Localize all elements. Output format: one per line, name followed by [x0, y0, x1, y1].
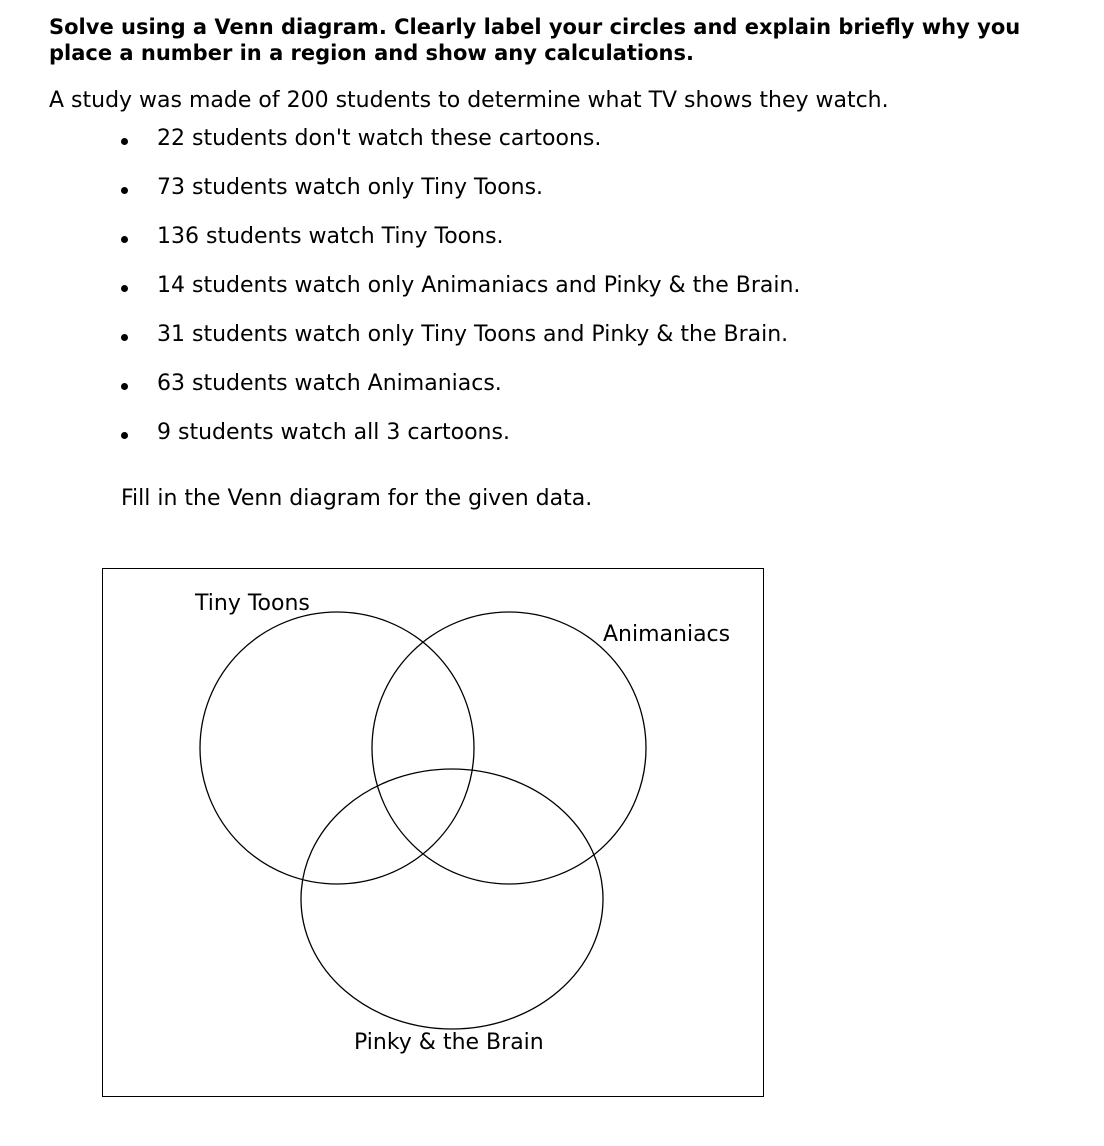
instruction-text: Fill in the Venn diagram for the given data. [121, 486, 593, 511]
bullet-icon [121, 236, 128, 243]
bullet-icon [121, 383, 128, 390]
venn-label-tiny-toons: Tiny Toons [195, 591, 310, 616]
fact-text: 9 students watch all 3 cartoons. [157, 420, 510, 445]
fact-text: 31 students watch only Tiny Toons and Pinky & the Brain. [157, 322, 789, 347]
bullet-icon [121, 138, 128, 145]
problem-heading: Solve using a Venn diagram. Clearly label your circles and explain briefly why you place a number in a region and show any calculations. [49, 15, 1021, 65]
bullet-icon [121, 334, 128, 341]
bullet-icon [121, 285, 128, 292]
fact-text: 14 students watch only Animaniacs and Pinky & the Brain. [157, 273, 801, 298]
venn-label-animaniacs: Animaniacs [603, 622, 731, 647]
bullet-icon [121, 187, 128, 194]
venn-label-pinky-brain: Pinky & the Brain [354, 1030, 544, 1055]
fact-text: 63 students watch Animaniacs. [157, 371, 502, 396]
fact-text: 73 students watch only Tiny Toons. [157, 175, 544, 200]
problem-intro: A study was made of 200 students to determine what TV shows they watch. [49, 88, 889, 113]
fact-text: 136 students watch Tiny Toons. [157, 224, 504, 249]
bullet-icon [121, 432, 128, 439]
fact-text: 22 students don't watch these cartoons. [157, 126, 602, 151]
